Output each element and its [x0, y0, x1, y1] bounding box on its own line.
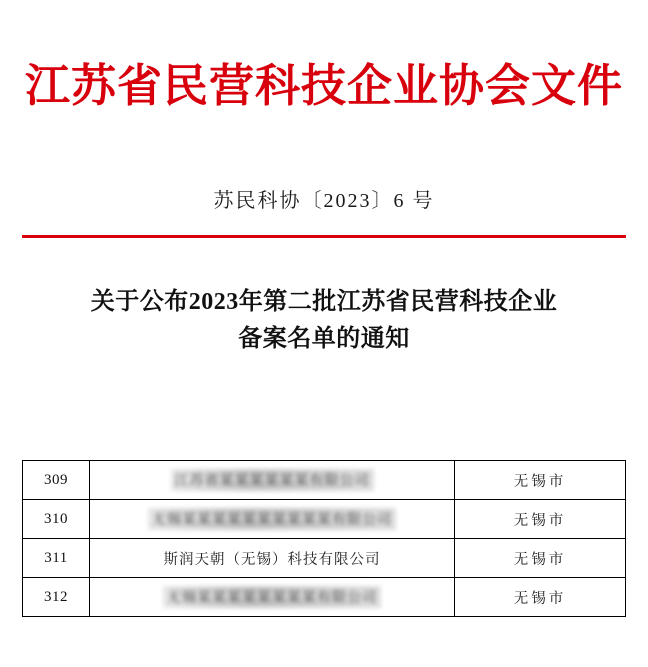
table-row	[23, 539, 626, 578]
company-name-value: 斯润天朝（无锡）科技有限公司	[163, 551, 381, 568]
table-cell-index	[23, 578, 90, 617]
row-index-value: 310	[44, 510, 68, 527]
table-cell-index	[23, 461, 90, 500]
table-row	[23, 461, 626, 500]
table-cell-city	[455, 461, 626, 500]
city-value: 无锡市	[513, 512, 567, 529]
page-title-line-1: 关于公布2023年第二批江苏省民营科技企业	[90, 288, 558, 315]
row-index-value: 309	[44, 471, 68, 488]
document-number: 苏民科协〔2023〕6 号	[213, 189, 435, 212]
table-cell-company-name	[90, 578, 455, 617]
table-body	[23, 461, 626, 617]
page-title-line-2: 备案名单的通知	[238, 325, 410, 352]
company-listing-table	[22, 460, 626, 617]
city-value: 无锡市	[513, 590, 567, 607]
document-masthead: 江苏省民营科技企业协会文件	[24, 61, 623, 111]
table-cell-company-name	[90, 461, 455, 500]
table-cell-city	[455, 578, 626, 617]
table-cell-company-name	[90, 500, 455, 539]
redacted-company-name: 无锡某某某某某某某某某某有限公司	[148, 508, 396, 530]
table-cell-index	[23, 500, 90, 539]
table-row	[23, 500, 626, 539]
red-divider-rule	[22, 235, 626, 238]
page-title	[0, 284, 648, 358]
table-cell-index	[23, 539, 90, 578]
city-value: 无锡市	[513, 551, 567, 568]
table-cell-city	[455, 500, 626, 539]
redacted-company-name: 江苏省某某某某某某有限公司	[171, 469, 374, 491]
row-index-value: 311	[44, 549, 68, 566]
company-listing-table-wrapper	[22, 460, 626, 617]
city-value: 无锡市	[513, 473, 567, 490]
document-page	[0, 62, 648, 667]
row-index-value: 312	[44, 588, 68, 605]
redacted-company-name: 无锡某某某某某某某某有限公司	[163, 586, 381, 608]
table-row	[23, 578, 626, 617]
table-cell-city	[455, 539, 626, 578]
table-cell-company-name	[90, 539, 455, 578]
